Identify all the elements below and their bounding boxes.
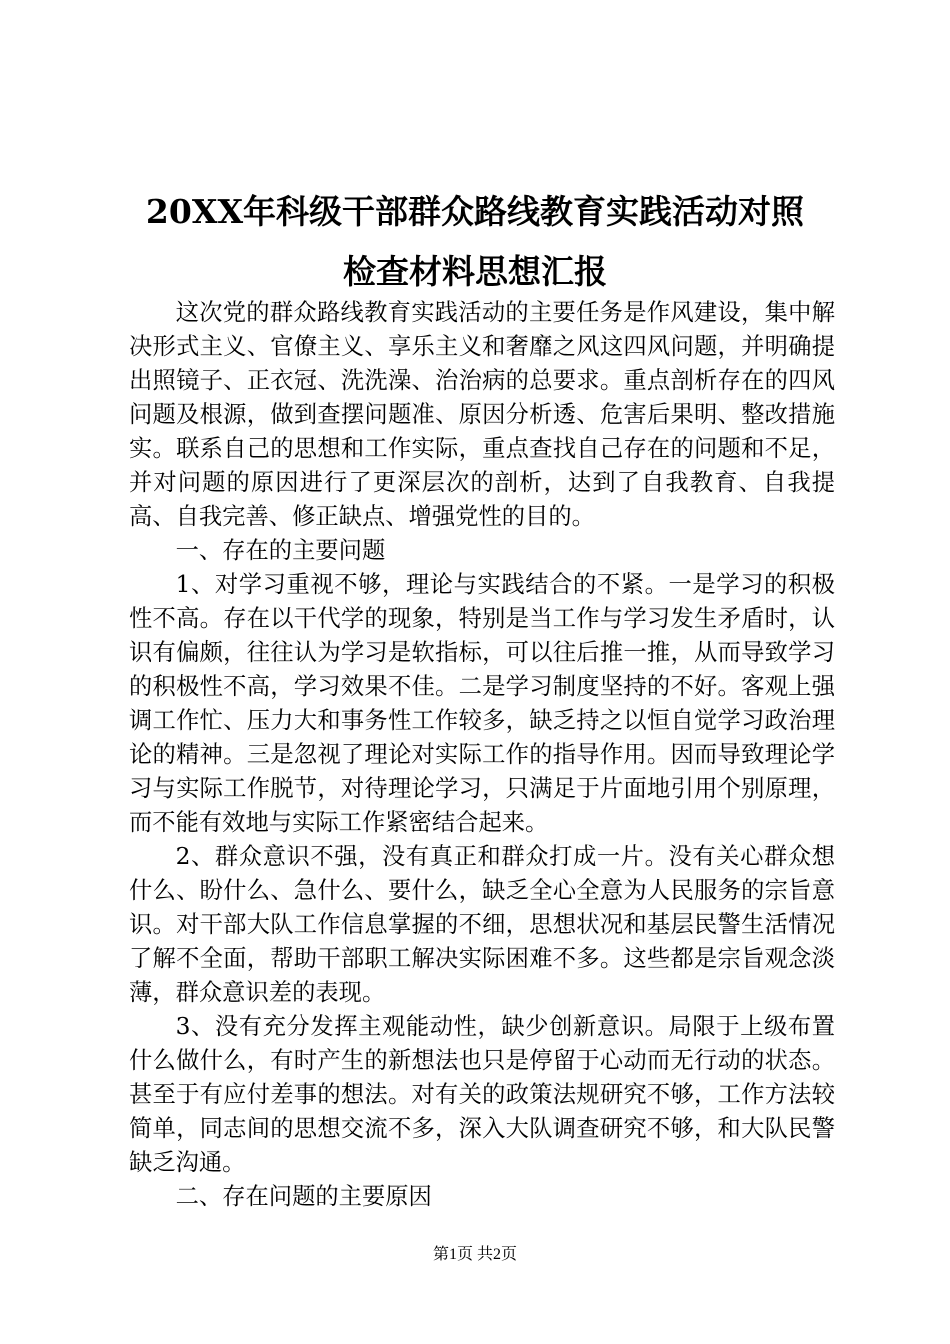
intro-paragraph: 这次党的群众路线教育实践活动的主要任务是作风建设，集中解决形式主义、官僚主义、享乐主义和奢靡之风这四风问题，并明确提出照镜子、正衣冠、洗洗澡、治治病的总要求。重点剖析存在的四风问题及根源，做到查摆问题准、原因分析透、危害后果明、整改措施实。联系自己的思想和工作实际，重点查找自己存在的问题和不足，并对问题的原因进行了更深层次的剖析，达到了自我教育、自我提高、自我完善、修正缺点、增强党性的目的。	[129, 299, 835, 530]
body-paragraph: 2、群众意识不强，没有真正和群众打成一片。没有关心群众想什么、盼什么、急什么、要什么，缺乏全心全意为人民服务的宗旨意识。对干部大队工作信息掌握的不细，思想状况和基层民警生活情况了解不全面，帮助干部职工解决实际困难不多。这些都是宗旨观念淡薄，群众意识差的表现。	[129, 843, 835, 1006]
section-heading: 二、存在问题的主要原因	[175, 1183, 432, 1210]
document-title-line-2: 检查材料思想汇报	[343, 252, 607, 291]
section-heading: 一、存在的主要问题	[175, 537, 386, 564]
document-body	[129, 296, 835, 1214]
body-paragraph: 3、没有充分发挥主观能动性，缺少创新意识。局限于上级布置什么做什么，有时产生的新想法也只是停留于心动而无行动的状态。甚至于有应付差事的想法。对有关的政策法规研究不够，工作方法较简单，同志间的思想交流不多，深入大队调查研究不够，和大队民警缺乏沟通。	[129, 1013, 835, 1176]
document-title-line-1: 20XX年科级干部群众路线教育实践活动对照	[145, 192, 805, 231]
page-indicator: 第1页 共2页	[432, 1246, 517, 1263]
body-paragraph: 1、对学习重视不够，理论与实践结合的不紧。一是学习的积极性不高。存在以干代学的现象，特别是当工作与学习发生矛盾时，认识有偏颇，往往认为学习是软指标，可以往后推一推，从而导致学习的积极性不高，学习效果不佳。二是学习制度坚持的不好。客观上强调工作忙、压力大和事务性工作较多，缺乏持之以恒自觉学习政治理论的精神。三是忽视了理论对实际工作的指导作用。因而导致理论学习与实际工作脱节，对待理论学习，只满足于片面地引用个别原理，而不能有效地与实际工作紧密结合起来。	[129, 571, 835, 836]
